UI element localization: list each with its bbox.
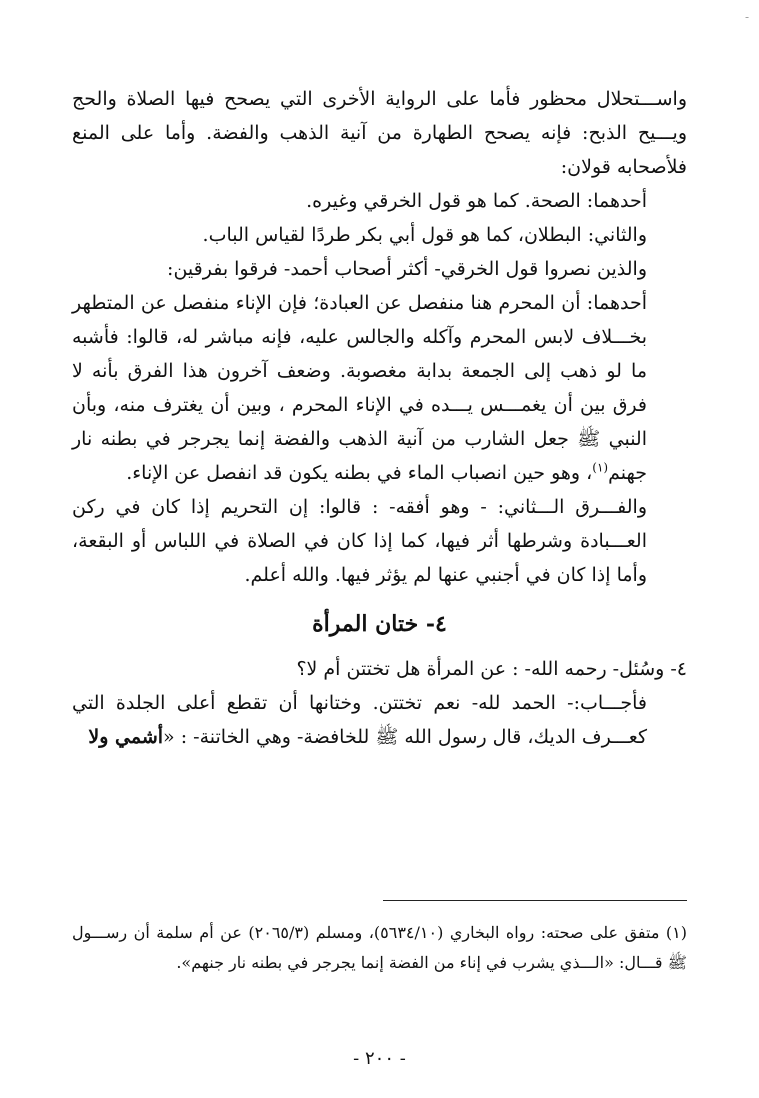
paragraph: واســـتحلال محظور فأما على الرواية الأخرى التي يصحح فيها الصلاة والحج ويـــيح الذبح: فإنه يصحح الطهارة من آنية الذهب والفضة. وأما على المنع فلأصحابه قولان: [72, 88, 687, 178]
footnote-text: (١) متفق على صحته: رواه البخاري (٥٦٣٤/١٠)، ومسلم (٢٠٦٥/٣) عن أم سلمة أن رســـول ﷺ قـــال: «الـــذي يشرب في إناء من الفضة إنما يجرجر في بطنه نار جنهم». [72, 923, 688, 972]
section-heading: ٤- ختان المرأة [312, 611, 447, 637]
paragraph: والثاني: البطلان، كما هو قول أبي بكر طردًا لقياس الباب. [202, 224, 647, 246]
page-number: - ٢٠٠ - [353, 1048, 406, 1069]
main-body-text [72, 82, 687, 754]
paragraph-text-continued: ، وهو حين انصباب الماء في بطنه يكون قد انفصل عن الإناء. [126, 462, 593, 484]
answer-bold-text: أشمي ولا [88, 726, 164, 748]
footnote-divider [383, 900, 687, 901]
paragraph: والفـــرق الـــثاني: - وهو أفقه- : قالوا: إن التحريم إذا كان في ركن العـــبادة وشرطها أثر فيها، كما إذا كان في الصلاة في اللباس أو البقعة، وأما إذا كان في أجنبي عنها لم يؤثر فيها. والله أعلم. [72, 496, 647, 586]
question-paragraph: ٤- وسُئل- رحمه الله- : عن المرأة هل تختتن أم لا؟ [296, 658, 687, 680]
corner-mark: - [744, 10, 749, 24]
answer-text: فأجـــاب:- الحمد لله- نعم تختتن. وختانها أن تقطع أعلى الجلدة التي كعـــرف الديك، قال رسول الله ﷺ للخافضة- وهي الخاتنة- : « [72, 692, 647, 748]
answer-paragraph [72, 686, 687, 754]
paragraph: أحدهما: الصحة. كما هو قول الخرقي وغيره. [306, 190, 647, 212]
footnote [72, 918, 687, 978]
paragraph-text: أحدهما: أن المحرم هنا منفصل عن العبادة؛ فإن الإناء منفصل عن المتطهر بخـــلاف لابس المحرم وآكله والجالس عليه، فإنه مباشر له، قالوا: فأشبه ما لو ذهب إلى الجمعة بدابة مغصوبة. وضعف آخرون هذا الفرق بأنه لا فرق بين أن يغمـــس يـــده في الإناء المحرم ، وبين أن يغترف منه، وبأن النبي ﷺ جعل الشارب من آنية الذهب والفضة إنما يجرجر في بطنه نار جهنم [72, 292, 647, 484]
paragraph: والذين نصروا قول الخرقي- أكثر أصحاب أحمد- فرقوا بفرقين: [167, 258, 647, 280]
footnote-ref[interactable]: (١) [592, 460, 609, 475]
paragraph [72, 286, 687, 490]
